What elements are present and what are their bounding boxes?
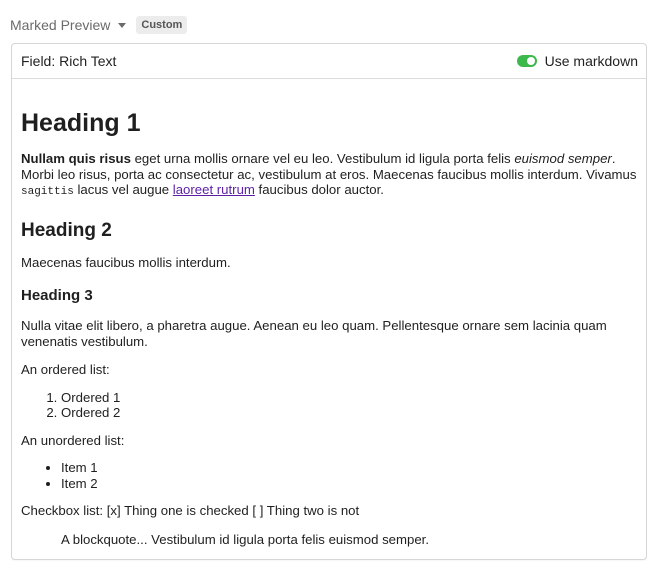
list-item: • Item 2 [61,476,637,492]
paragraph-1 [21,151,637,201]
caret-down-icon [118,23,126,28]
paragraph-1-text-b: . Morbi leo risus, porta ac consectetur ac, vestibulum at eros. Maecenas faucibus mollis interdum. Vivamus [21,151,637,182]
unordered-list-intro: An unordered list: [21,432,125,448]
view-selector-label: Marked Preview [10,17,111,33]
markdown-toggle-switch[interactable] [517,55,537,67]
inline-code: sagittis [21,186,74,198]
ordered-list-intro: An ordered list: [21,362,110,377]
view-selector[interactable] [10,17,126,33]
field-label: Field: Rich Text [21,53,117,69]
ordered-list [21,390,637,421]
inline-link[interactable]: laoreet rutrum [172,182,255,197]
heading-1: Heading 1 [21,109,141,137]
paragraph-1-text-c: lacus vel augue [73,182,173,197]
list-item: 1. Ordered 1 [61,390,637,406]
paragraph-3: Nulla vitae elit libero, a pharetra augue. Aenean eu leo quam. Pellentesque ornare sem lacinia quam venenatis vestibulum. [21,318,607,349]
top-bar [10,14,187,36]
panel-header [12,44,646,79]
markdown-toggle-label: Use markdown [544,53,638,69]
custom-badge: Custom [136,16,187,34]
bold-text: Nullam quis risus [21,151,131,166]
heading-2: Heading 2 [21,219,112,241]
checkbox-list-line: Checkbox list: [x] Thing one is checked [ ] Thing two is not [21,503,360,518]
paragraph-2: Maecenas faucibus mollis interdum. [21,254,231,270]
unordered-list [21,460,637,491]
rendered-markdown [12,108,646,547]
paragraph-1-text-a: eget urna mollis ornare vel eu leo. Vestibulum id ligula porta felis [130,151,515,166]
italic-text: euismod semper [514,151,612,166]
heading-3: Heading 3 [21,287,93,304]
list-item: 2. Ordered 2 [61,405,637,421]
list-item: • Item 1 [61,460,637,476]
blockquote: A blockquote... Vestibulum id ligula porta felis euismod semper. [61,531,429,547]
paragraph-1-text-d: faucibus dolor auctor. [254,182,384,197]
markdown-toggle-control[interactable] [517,53,638,69]
preview-panel [11,43,647,560]
